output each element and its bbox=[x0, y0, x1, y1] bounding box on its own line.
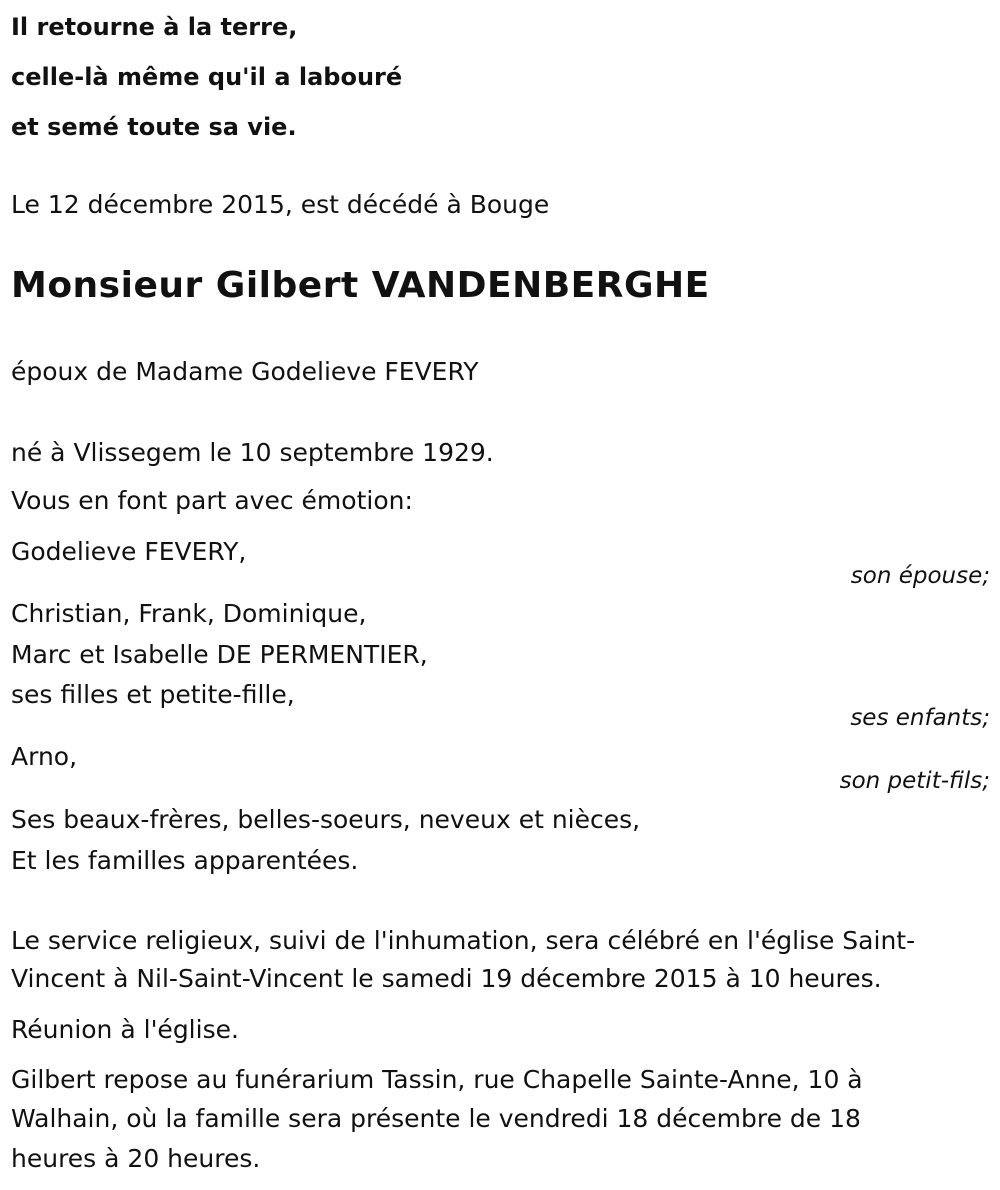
epitaph-line-1: Il retourne à la terre, bbox=[11, 13, 298, 41]
family-extended-line-1: Ses beaux-frères, belles-soeurs, neveux et nièces, bbox=[11, 805, 641, 834]
spouse-line: époux de Madame Godelieve FEVERY bbox=[11, 357, 479, 386]
announcement: Vous en font part avec émotion: bbox=[11, 486, 413, 515]
meeting-line: Réunion à l'église. bbox=[11, 1015, 239, 1044]
viewing-line-1: Gilbert repose au funérarium Tassin, rue Chapelle Sainte-Anne, 10 à bbox=[11, 1065, 863, 1094]
epitaph-line-2: celle-là même qu'il a labouré bbox=[11, 63, 403, 91]
death-notice: Le 12 décembre 2015, est décédé à Bouge bbox=[11, 190, 550, 219]
birth-line: né à Vlissegem le 10 septembre 1929. bbox=[11, 438, 494, 467]
family-spouse-role: son épouse; bbox=[850, 563, 990, 589]
family-children-line-3: ses filles et petite-fille, bbox=[11, 680, 295, 709]
family-grandson-role: son petit-fils; bbox=[839, 768, 990, 794]
family-children-line-1: Christian, Frank, Dominique, bbox=[11, 599, 367, 628]
service-line-1: Le service religieux, suivi de l'inhumation, sera célébré en l'église Saint- bbox=[11, 926, 916, 955]
family-children-role: ses enfants; bbox=[850, 705, 990, 731]
epitaph-line-3: et semé toute sa vie. bbox=[11, 113, 297, 141]
deceased-name: Monsieur Gilbert VANDENBERGHE bbox=[11, 265, 710, 306]
family-children-line-2: Marc et Isabelle DE PERMENTIER, bbox=[11, 640, 428, 669]
viewing-line-2: Walhain, où la famille sera présente le vendredi 18 décembre de 18 bbox=[11, 1104, 861, 1133]
family-grandson-name: Arno, bbox=[11, 742, 78, 771]
family-extended-line-2: Et les familles apparentées. bbox=[11, 846, 359, 875]
service-line-2: Vincent à Nil-Saint-Vincent le samedi 19 décembre 2015 à 10 heures. bbox=[11, 964, 882, 993]
viewing-line-3: heures à 20 heures. bbox=[11, 1144, 261, 1173]
family-spouse-name: Godelieve FEVERY, bbox=[11, 537, 247, 566]
